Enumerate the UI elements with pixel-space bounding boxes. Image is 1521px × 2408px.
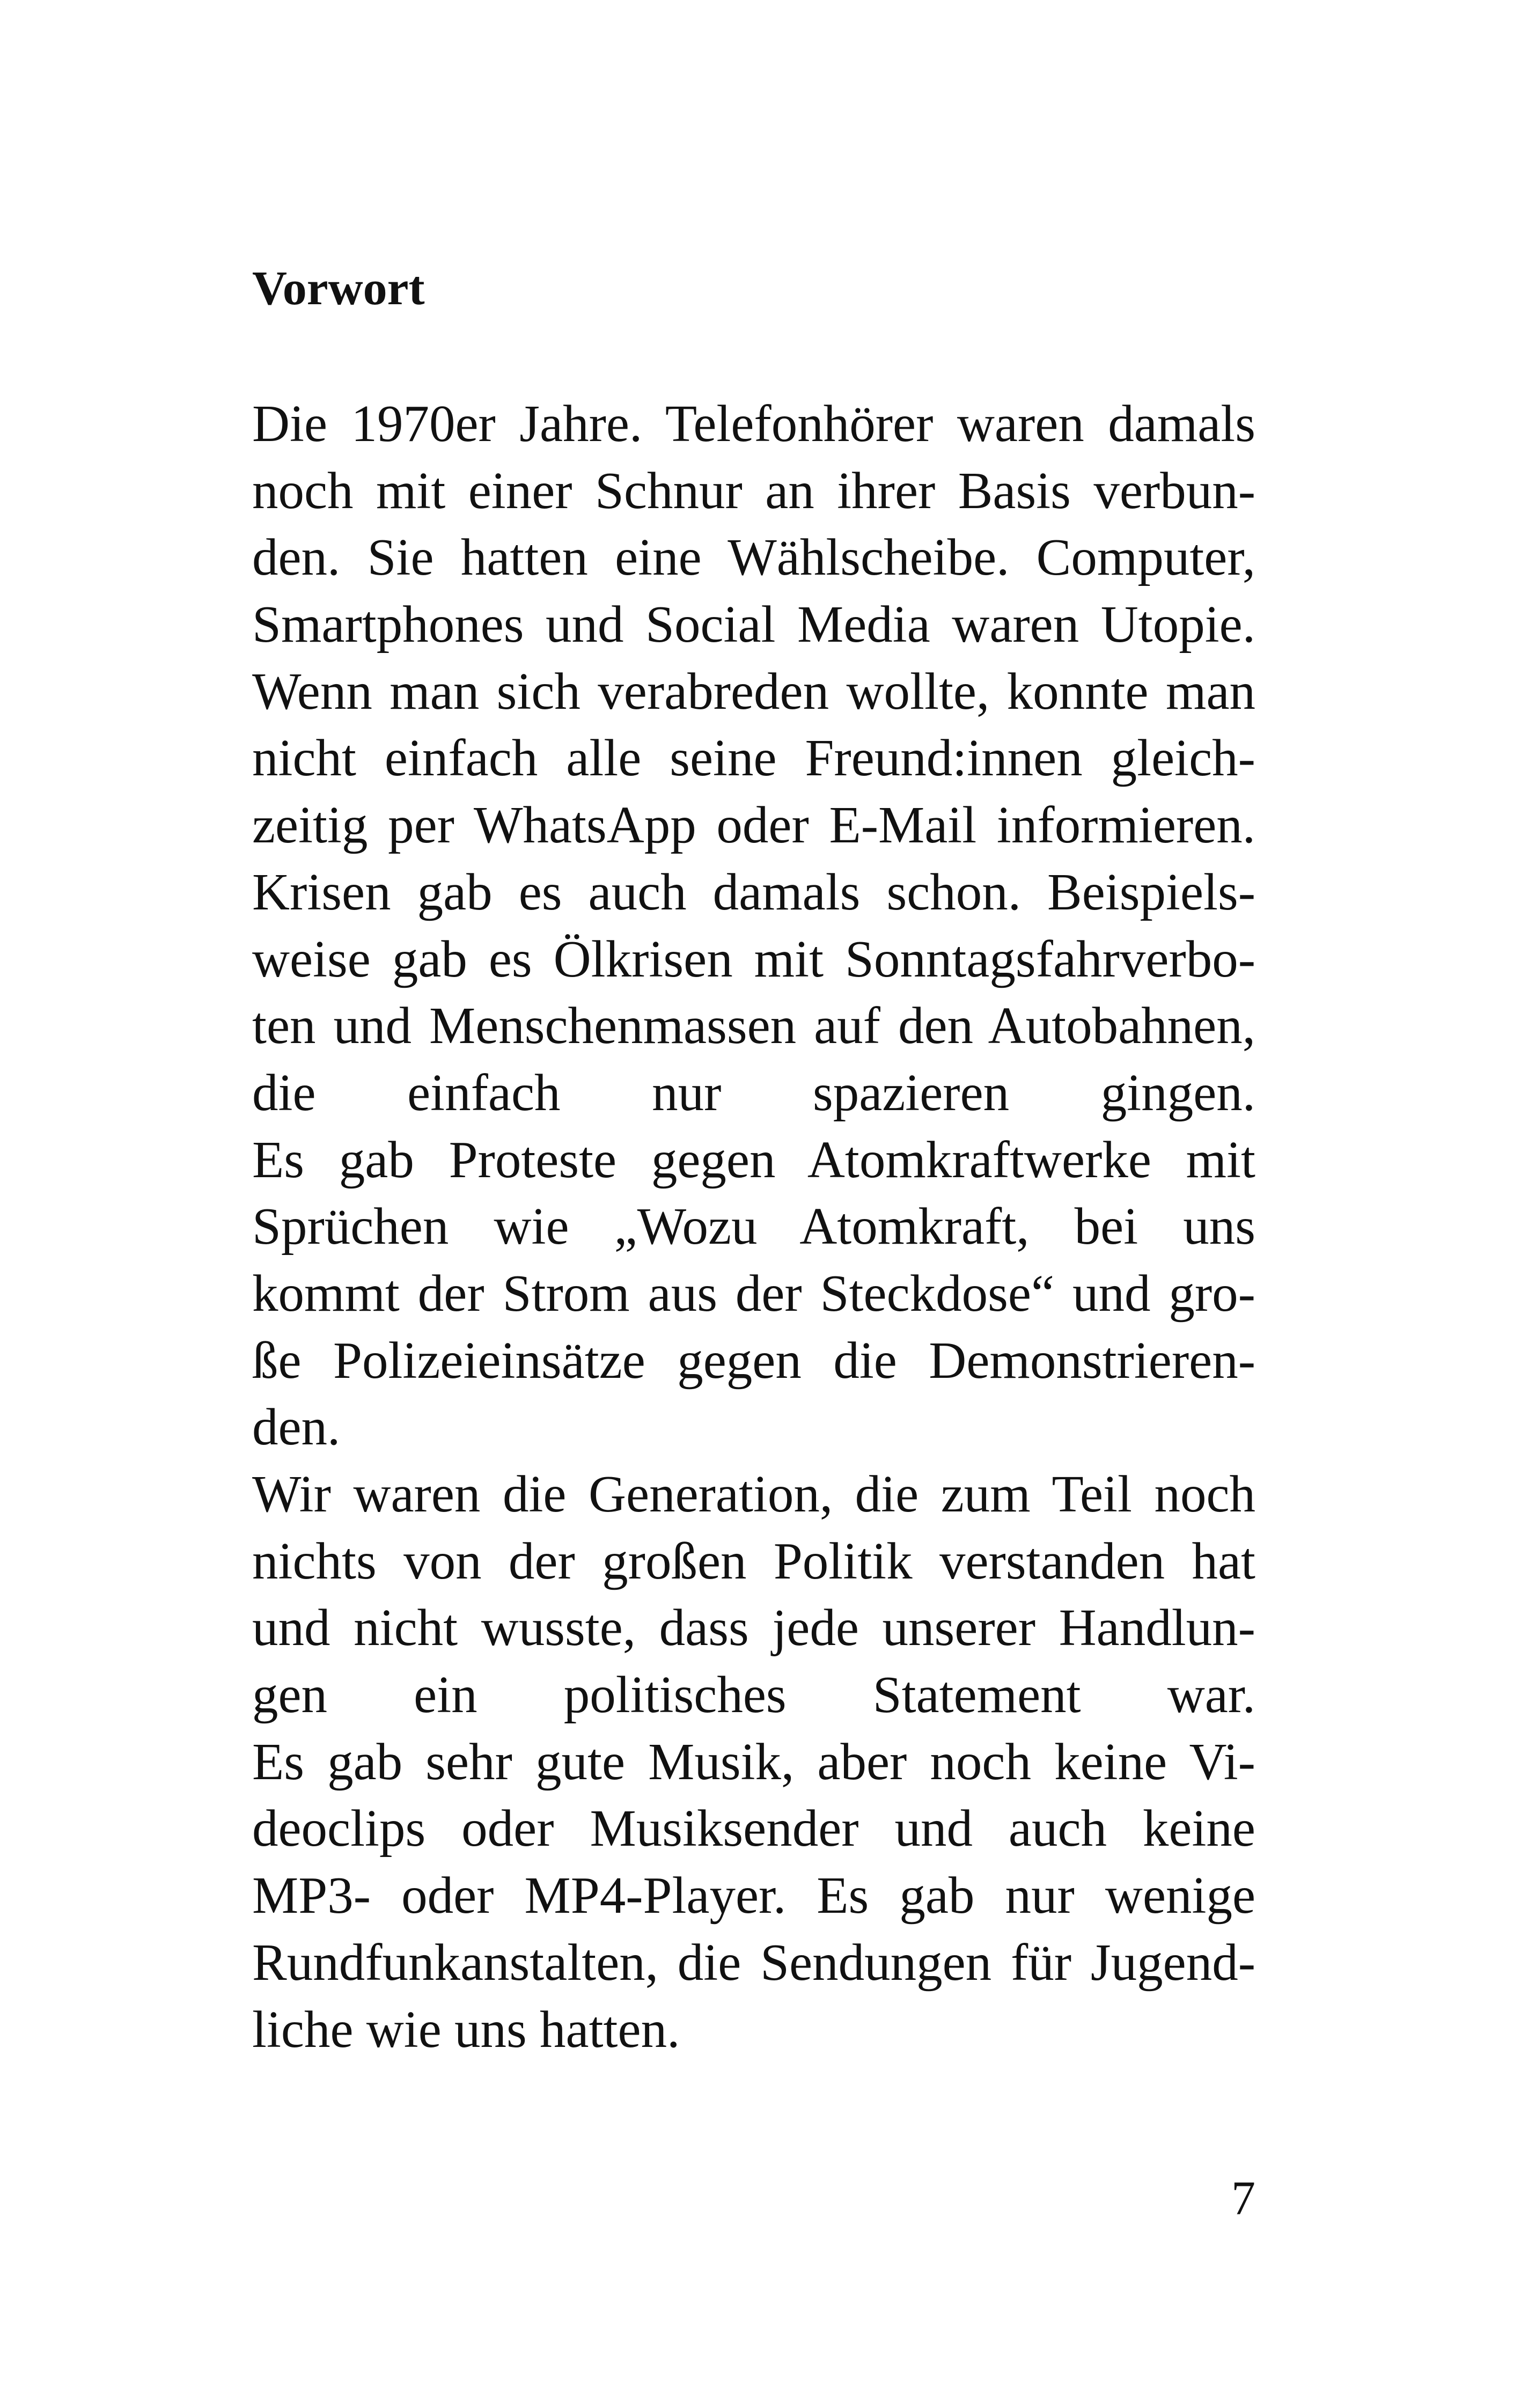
text-line: nichts von der großen Politik verstanden hat bbox=[252, 1532, 1255, 1590]
text-line: Wenn man sich verabreden wollte, konnte man bbox=[252, 662, 1255, 720]
text-line: den. bbox=[252, 1398, 341, 1456]
text-line: Es gab sehr gute Musik, aber noch keine Vi- bbox=[252, 1732, 1255, 1790]
paragraph bbox=[252, 391, 1255, 1461]
text-line: Es gab Proteste gegen Atomkraftwerke mit bbox=[252, 1130, 1255, 1188]
chapter-heading: Vorwort bbox=[252, 262, 425, 315]
text-line: ße Polizeieinsätze gegen die Demonstrieren- bbox=[252, 1331, 1255, 1389]
text-line: ten und Menschenmassen auf den Autobahnen, bbox=[252, 997, 1255, 1055]
text-line: Smartphones und Social Media waren Utopie. bbox=[252, 596, 1255, 654]
text-line: gen ein politisches Statement war. bbox=[252, 1666, 1255, 1724]
text-line: und nicht wusste, dass jede unserer Handlun- bbox=[252, 1599, 1255, 1657]
paragraph bbox=[252, 1461, 1255, 2063]
page-number: 7 bbox=[1231, 2172, 1255, 2225]
text-line: die einfach nur spazieren gingen. bbox=[252, 1063, 1255, 1121]
text-line: liche wie uns hatten. bbox=[252, 2000, 680, 2058]
text-line: weise gab es Ölkrisen mit Sonntagsfahrverbo- bbox=[252, 930, 1255, 988]
text-line: Rundfunkanstalten, die Sendungen für Jugend- bbox=[252, 1933, 1255, 1991]
text-line: Wir waren die Generation, die zum Teil noch bbox=[252, 1465, 1255, 1523]
text-line: nicht einfach alle seine Freund:innen gleich- bbox=[252, 729, 1255, 787]
text-line: deoclips oder Musiksender und auch keine bbox=[252, 1800, 1255, 1858]
text-line: Krisen gab es auch damals schon. Beispiels- bbox=[252, 863, 1255, 921]
text-line: zeitig per WhatsApp oder E-Mail informieren. bbox=[252, 796, 1255, 854]
text-line: Die 1970er Jahre. Telefonhörer waren damals bbox=[252, 395, 1255, 452]
text-line: Sprüchen wie „Wozu Atomkraft, bei uns bbox=[252, 1198, 1255, 1256]
body-text bbox=[252, 391, 1255, 2063]
text-line: MP3- oder MP4-Player. Es gab nur wenige bbox=[252, 1867, 1255, 1925]
text-line: noch mit einer Schnur an ihrer Basis verbun- bbox=[252, 461, 1255, 519]
text-line: den. Sie hatten eine Wählscheibe. Computer, bbox=[252, 528, 1255, 586]
text-line: kommt der Strom aus der Steckdose“ und gro- bbox=[252, 1264, 1255, 1322]
